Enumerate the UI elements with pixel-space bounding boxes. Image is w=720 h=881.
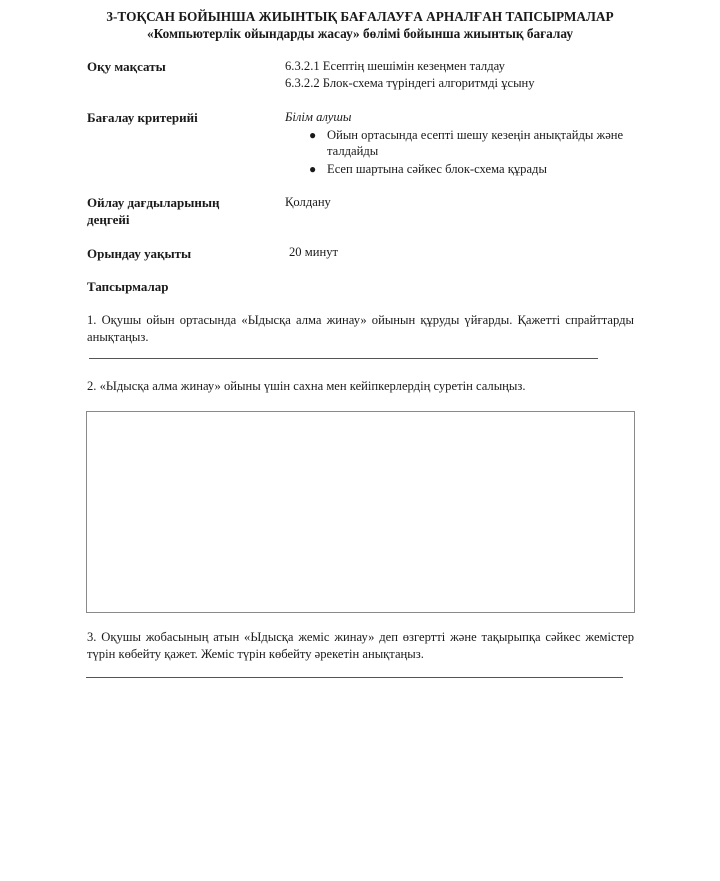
task-3-text: 3. Оқушы жобасының атын «Ыдысқа жеміс жинау» деп өзгертті және тақырыпқа сәйкес жемістер түрін көбейту қажет. Жеміс түрін көбейту әрекетін анықтаңыз. — [87, 630, 634, 661]
bullet-icon: ● — [309, 128, 317, 142]
objective-line-1: 6.3.2.1 Есептің шешімін кезеңмен талдау — [285, 59, 505, 73]
criteria-intro: Білім алушы — [285, 110, 352, 124]
criteria-bullet-text: Есеп шартына сәйкес блок-схема құрады — [327, 162, 547, 176]
task-1-text: 1. Оқушы ойын ортасында «Ыдысқа алма жинау» ойынын құруды үйғарды. Қажетті спрайттарды анықтаңыз. — [87, 313, 634, 344]
task-2-text: 2. «Ыдысқа алма жинау» ойыны үшін сахна мен кейіпкерлердің суретін салыңыз. — [87, 379, 526, 393]
task-3-answer-line[interactable] — [86, 677, 623, 678]
criteria-label: Бағалау критерийі — [87, 110, 198, 125]
page-title: 3-ТОҚСАН БОЙЫНША ЖИЫНТЫҚ БАҒАЛАУҒА АРНАЛҒАН ТАПСЫРМАЛАР — [106, 9, 614, 24]
tasks-heading: Тапсырмалар — [87, 279, 169, 294]
objective-label: Оқу мақсаты — [87, 59, 166, 74]
bullet-icon: ● — [309, 162, 317, 176]
thinking-level-label: Ойлау дағдыларының деңгейі — [87, 195, 220, 227]
criteria-bullet-1 — [305, 127, 627, 159]
criteria-bullet-2 — [305, 161, 627, 177]
time-value: 20 минут — [289, 245, 338, 259]
drawing-box[interactable] — [86, 411, 635, 613]
task-1-answer-line[interactable] — [89, 358, 598, 359]
time-label: Орындау уақыты — [87, 246, 192, 261]
objective-line-2: 6.3.2.2 Блок-схема түріндегі алгоритмді ұсыну — [285, 76, 535, 90]
page-subtitle: «Компьютерлік ойындарды жасау» бөлімі бойынша жиынтық бағалау — [146, 26, 574, 41]
criteria-bullet-text: Ойын ортасында есепті шешу кезеңін анықтайды және талдайды — [327, 128, 624, 158]
thinking-level-value: Қолдану — [285, 195, 331, 209]
